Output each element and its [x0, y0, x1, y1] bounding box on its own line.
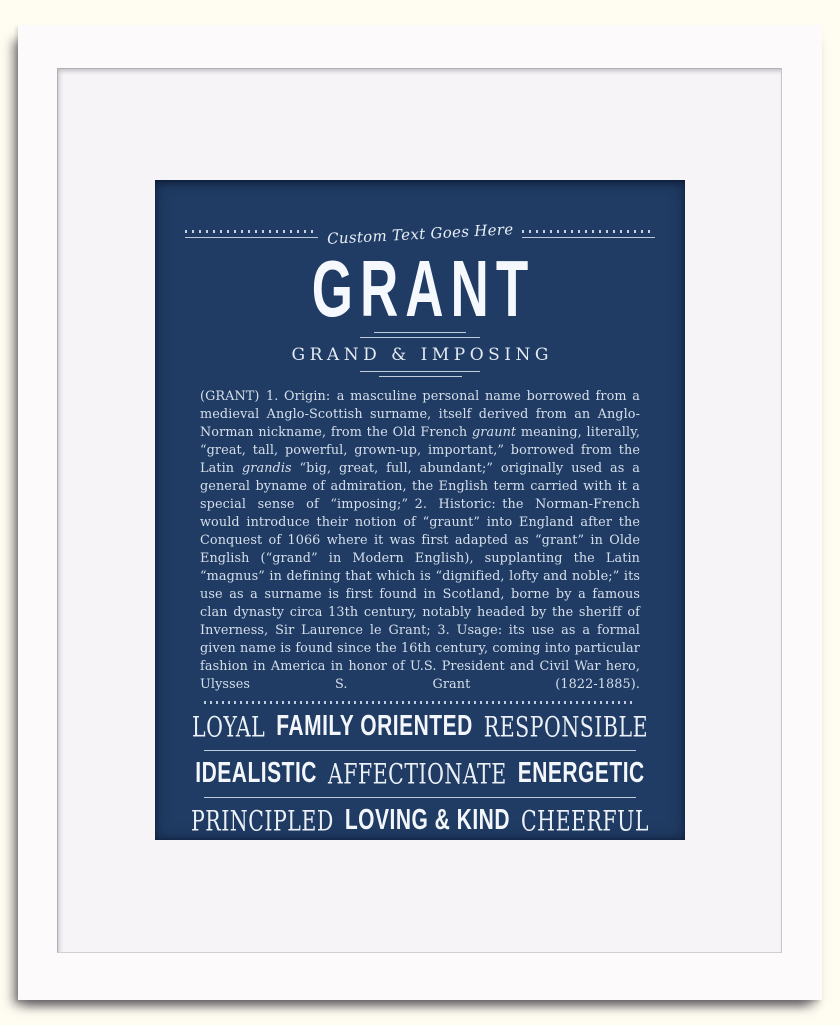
traits-section: [190, 701, 650, 840]
name-text: GRANT: [311, 244, 536, 334]
definition-text: “big, great, full, abundant;” originally used as a general byname of admiration, the English term carried with it a special sense of “imposing;” 2. Historic: the Norman-French would introduce their notion of “graunt” into England after the Conquest of 1066 where it was first adapted as “grant” in Olde English (“grand” in Modern English), supplanting the Latin “magnus” in defining that which is “dignified, lofty and noble;” its use as a surname is first found in Scotland, borne by a famous clan dynasty circa 13th century, notably headed by the sheriff of Inverness, Sir Laurence le Grant; 3. Usage: its use as a formal given name is found since the 16th century, coming into particular fashion in America in honor of U.S. President and Civil War hero, Ulysses S. Grant (1822-1885).: [200, 461, 640, 692]
mat-board: [57, 68, 782, 953]
trait-row-3: [190, 790, 650, 840]
definition-italic-word: grandis: [241, 461, 292, 476]
trait-label: AFFECTIONATE: [327, 757, 507, 791]
definition-text: meaning, literally, “great, tall, powerful, grown-up, important,” borrowed from the Latin: [200, 425, 640, 476]
dotted-line-left: [185, 230, 318, 238]
trait-label: IDEALISTIC: [195, 757, 317, 789]
custom-text: Custom Text Goes Here: [326, 220, 514, 248]
name-art-print: [155, 180, 685, 840]
divider-line-short: [379, 376, 462, 377]
definition-text: (GRANT) 1. Origin: a masculine personal name borrowed from a medieval Anglo-Scottish surname, itself derived from an Anglo-Norman nickname, from the Old French: [200, 389, 640, 440]
divider-under-tagline: [200, 371, 640, 377]
dotted-line-right: [522, 230, 655, 238]
definition-paragraph: [200, 388, 640, 694]
definition-italic-word: graunt: [471, 425, 517, 440]
trait-label: CHEERFUL: [521, 804, 650, 838]
picture-frame: [18, 25, 822, 1000]
trait-label: LOYAL: [191, 710, 266, 744]
trait-label: LOVING & KIND: [344, 804, 510, 836]
trait-label: PRINCIPLED: [190, 804, 334, 838]
trait-label: ENERGETIC: [517, 757, 645, 789]
trait-label: RESPONSIBLE: [483, 710, 649, 744]
name-title: [200, 244, 640, 334]
divider-line-long: [360, 371, 480, 372]
custom-text-row: [200, 220, 640, 248]
trait-label: FAMILY ORIENTED: [276, 710, 473, 742]
name-meaning-tagline: GRAND & IMPOSING: [291, 345, 553, 365]
divider-line-long: [360, 337, 480, 338]
